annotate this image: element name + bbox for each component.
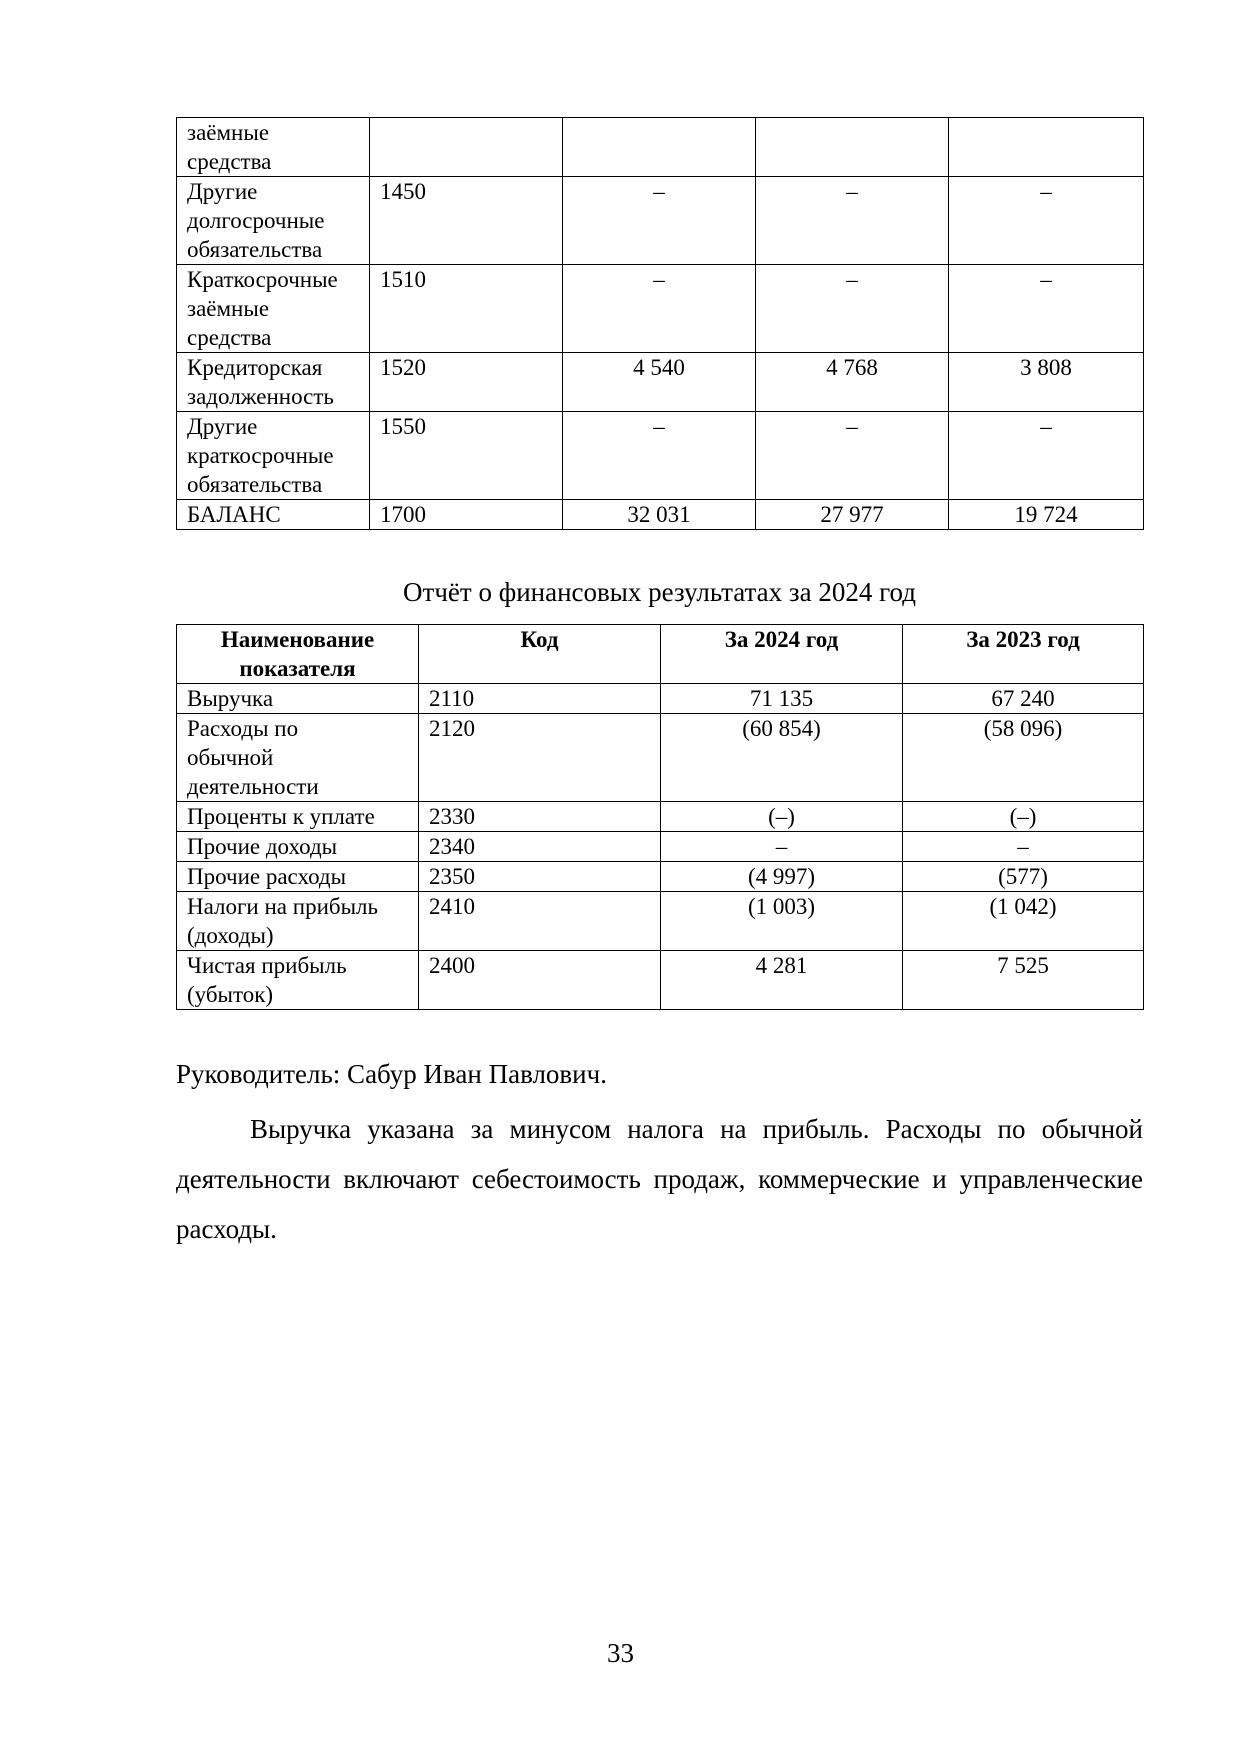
row-value: – [563, 177, 756, 265]
row-value: – [563, 265, 756, 353]
row-name: Чистая прибыль (убыток) [177, 951, 419, 1010]
row-value-2023: – [903, 832, 1144, 862]
row-code: 2400 [419, 951, 661, 1010]
row-value: – [949, 177, 1144, 265]
row-value: – [949, 412, 1144, 500]
balance-sheet-table [176, 117, 1144, 530]
row-value: 4 540 [563, 353, 756, 412]
financial-results-header [177, 625, 1144, 684]
row-value-2024: (4 997) [661, 862, 903, 892]
header-row [177, 625, 1144, 684]
row-value-2023: (58 096) [903, 714, 1144, 802]
row-code: 2120 [419, 714, 661, 802]
row-name: Налоги на прибыль (доходы) [177, 892, 419, 951]
row-value-2024: (–) [661, 802, 903, 832]
balance-sheet-body [177, 118, 1144, 530]
row-value: – [756, 265, 949, 353]
row-value: 19 724 [949, 500, 1144, 530]
table-row [177, 714, 1144, 802]
row-name: Расходы по обычной деятельности [177, 714, 419, 802]
manager-line: Руководитель: Сабур Иван Павлович. [176, 1059, 607, 1089]
column-header-code: Код [419, 625, 661, 684]
table-row [177, 412, 1144, 500]
financial-results-table [176, 624, 1144, 1010]
table-row [177, 951, 1144, 1010]
table-row [177, 118, 1144, 177]
row-name: Проценты к уплате [177, 802, 419, 832]
row-value-2024: (1 003) [661, 892, 903, 951]
row-value-2023: 7 525 [903, 951, 1144, 1010]
table-row [177, 832, 1144, 862]
row-value: – [756, 177, 949, 265]
row-value-2023: (1 042) [903, 892, 1144, 951]
row-value: – [563, 412, 756, 500]
row-value-2024: 71 135 [661, 684, 903, 714]
row-code: 1700 [370, 500, 563, 530]
row-value: 3 808 [949, 353, 1144, 412]
row-value-2023: 67 240 [903, 684, 1144, 714]
row-code [370, 118, 563, 177]
table-row [177, 862, 1144, 892]
row-code: 2350 [419, 862, 661, 892]
row-value-2023: (577) [903, 862, 1144, 892]
row-value-2024: (60 854) [661, 714, 903, 802]
row-name: заёмные средства [177, 118, 370, 177]
row-value: 32 031 [563, 500, 756, 530]
row-value [756, 118, 949, 177]
table-row [177, 265, 1144, 353]
row-value: 27 977 [756, 500, 949, 530]
row-name: Другие долгосрочные обязательства [177, 177, 370, 265]
row-code: 2110 [419, 684, 661, 714]
row-code: 1550 [370, 412, 563, 500]
note-paragraph: Выручка указана за минусом налога на прибыль. Расходы по обычной деятельности включают себестоимость продаж, коммерческие и управленческие расходы. [176, 1114, 1143, 1244]
row-name: Краткосрочные заёмные средства [177, 265, 370, 353]
table-row [177, 802, 1144, 832]
row-code: 2330 [419, 802, 661, 832]
column-header-name: Наименование показателя [177, 625, 419, 684]
table-row [177, 500, 1144, 530]
report-title: Отчёт о финансовых результатах за 2024 год [403, 577, 916, 607]
column-header-2024: За 2024 год [661, 625, 903, 684]
page-number: 33 [607, 1638, 634, 1668]
row-value: – [949, 265, 1144, 353]
row-name: Кредиторская задолженность [177, 353, 370, 412]
table-row [177, 892, 1144, 951]
table-row [177, 353, 1144, 412]
row-value [563, 118, 756, 177]
row-code: 2410 [419, 892, 661, 951]
row-value-2024: 4 281 [661, 951, 903, 1010]
row-name: Прочие расходы [177, 862, 419, 892]
row-name: БАЛАНС [177, 500, 370, 530]
row-value-2024: – [661, 832, 903, 862]
table-row [177, 684, 1144, 714]
row-value [949, 118, 1144, 177]
financial-results-body [177, 684, 1144, 1010]
row-name: Выручка [177, 684, 419, 714]
table-row [177, 177, 1144, 265]
row-code: 1510 [370, 265, 563, 353]
row-value: – [756, 412, 949, 500]
row-code: 1450 [370, 177, 563, 265]
row-code: 1520 [370, 353, 563, 412]
column-header-2023: За 2023 год [903, 625, 1144, 684]
row-code: 2340 [419, 832, 661, 862]
row-value-2023: (–) [903, 802, 1144, 832]
row-name: Другие краткосрочные обязательства [177, 412, 370, 500]
row-value: 4 768 [756, 353, 949, 412]
row-name: Прочие доходы [177, 832, 419, 862]
